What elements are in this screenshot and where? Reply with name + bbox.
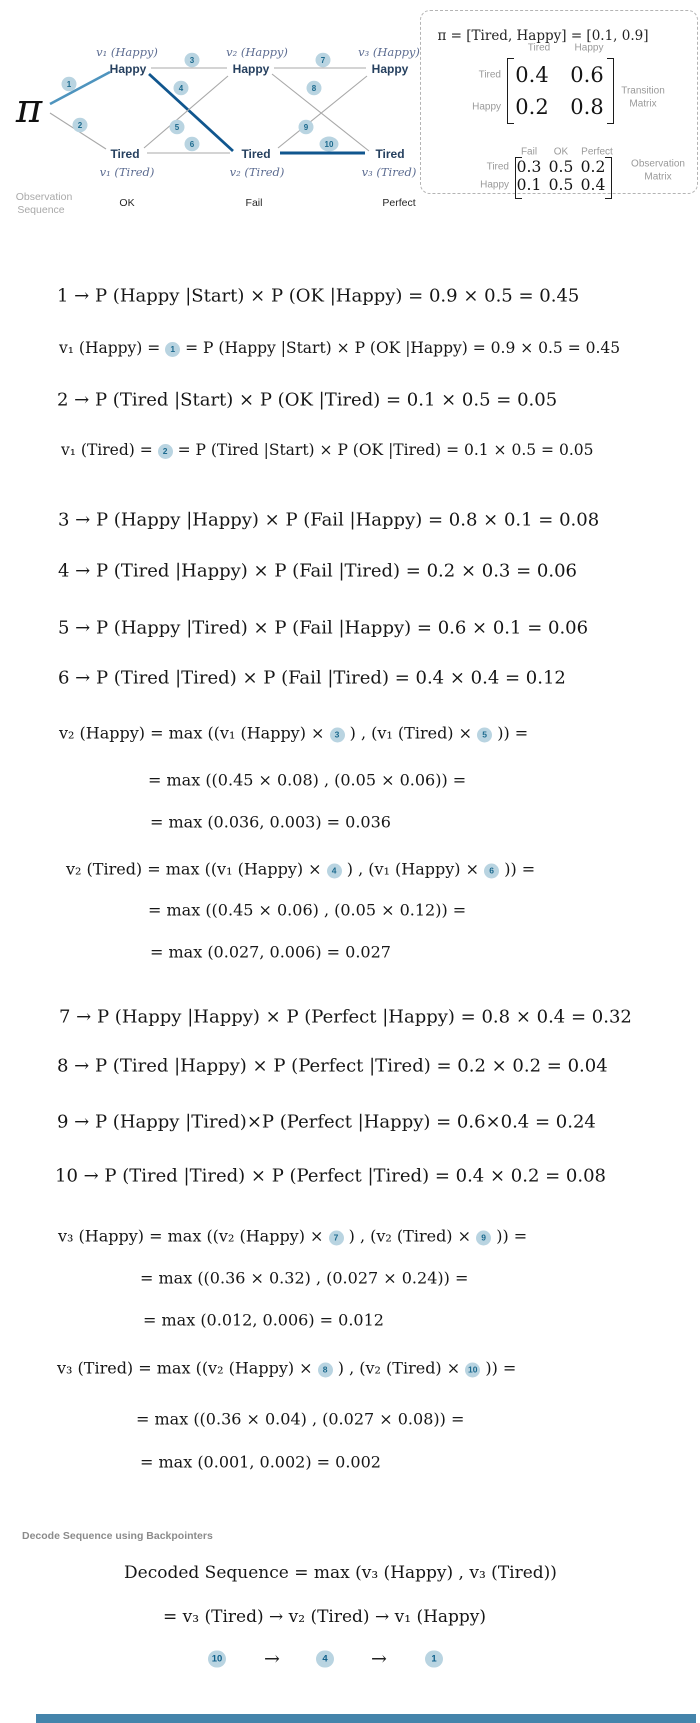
svg-text:2: 2 xyxy=(77,121,83,130)
equation-text: ) , (v₂ (Tired) × xyxy=(343,1226,477,1246)
equation-text: = max ((0.36 × 0.32) , (0.027 × 0.24)) = xyxy=(140,1268,469,1288)
equation-text: = max (0.036, 0.003) = 0.036 xyxy=(150,812,391,832)
transition-col-happy: Happy xyxy=(574,42,604,54)
edge-badge-7 xyxy=(316,53,331,67)
eq-v2-happy xyxy=(59,724,528,743)
equation-text: = max (0.001, 0.002) = 0.002 xyxy=(140,1452,381,1472)
eq-step-3 xyxy=(58,510,599,531)
eq-decoded-path xyxy=(163,1607,486,1627)
observation-matrix-caption-1: Observation xyxy=(631,158,685,170)
edge-badge-4 xyxy=(174,81,189,95)
caption-v3-happy: v₃ (Happy) xyxy=(358,45,420,59)
node-happy-2: Happy xyxy=(232,62,270,76)
trellis-diagram xyxy=(0,0,430,220)
equation-text: ) , (v₂ (Tired) × xyxy=(332,1358,466,1378)
step-badge: 8 xyxy=(318,1363,333,1378)
transition-matrix-caption-1: Transition xyxy=(621,85,665,97)
step-badge: 2 xyxy=(158,444,173,459)
equation-text: = P (Tired |Start) × P (OK |Tired) = 0.1 × 0.5 = 0.05 xyxy=(172,441,594,459)
observation-value: 0.5 xyxy=(548,158,574,176)
node-tired-1: Tired xyxy=(110,147,140,161)
equation-text: 8 → P (Tired |Happy) × P (Perfect |Tired) = 0.2 × 0.2 = 0.04 xyxy=(57,1055,608,1077)
eq-decoded-sequence xyxy=(124,1563,557,1583)
observation-ok: OK xyxy=(119,197,135,209)
node-tired-2: Tired xyxy=(241,147,271,161)
eq-v2-happy-3 xyxy=(150,813,391,832)
step-badge: 4 xyxy=(327,864,342,879)
transition-matrix-caption-2: Matrix xyxy=(629,98,657,110)
equation-text: 5 → P (Happy |Tired) × P (Fail |Happy) = 0.6 × 0.1 = 0.06 xyxy=(58,617,589,639)
edge-badge-6 xyxy=(185,137,200,151)
observation-row-tired: Tired xyxy=(486,161,509,173)
caption-v3-tired: v₃ (Tired) xyxy=(361,165,417,179)
transition-bracket-right xyxy=(607,58,614,124)
equation-text: v₂ (Tired) = max ((v₁ (Happy) × xyxy=(66,859,327,879)
eq-v2-tired xyxy=(66,860,535,879)
observation-matrix-caption-2: Matrix xyxy=(644,171,672,183)
equation-text: )) = xyxy=(491,1226,528,1246)
observation-col-fail: Fail xyxy=(520,146,538,158)
eq-step-1 xyxy=(57,286,579,307)
transition-row-happy: Happy xyxy=(472,101,501,113)
equation-text: 9 → P (Happy |Tired)×P (Perfect |Happy) = 0.6×0.4 = 0.24 xyxy=(57,1111,596,1133)
equation-text: )) = xyxy=(492,723,529,743)
observation-sequence-label-1: Observation xyxy=(15,191,73,203)
svg-text:1: 1 xyxy=(66,80,72,89)
edge-1 xyxy=(50,72,110,104)
equation-text: )) = xyxy=(480,1358,517,1378)
observation-row-happy: Happy xyxy=(480,179,509,191)
eq-v3-tired xyxy=(57,1359,516,1378)
edge-badge-1 xyxy=(62,77,77,91)
eq-v3-happy-2 xyxy=(140,1269,468,1288)
edge-badge-9 xyxy=(299,120,314,134)
node-tired-3: Tired xyxy=(375,147,405,161)
observation-value: 0.1 xyxy=(516,176,542,194)
svg-text:6: 6 xyxy=(189,140,195,149)
equation-text: 7 → P (Happy |Happy) × P (Perfect |Happy) = 0.8 × 0.4 = 0.32 xyxy=(59,1006,632,1028)
equation-text: v₃ (Happy) = max ((v₂ (Happy) × xyxy=(58,1226,329,1246)
step-badge: 9 xyxy=(476,1231,491,1246)
eq-step-8 xyxy=(57,1056,608,1077)
eq-v3-happy xyxy=(58,1227,527,1246)
matrix-panel xyxy=(420,10,698,194)
observation-value: 0.5 xyxy=(548,176,574,194)
decode-arrow-icon: → xyxy=(371,1648,387,1670)
observation-perfect: Perfect xyxy=(382,197,416,209)
svg-text:9: 9 xyxy=(303,123,309,132)
equation-text: = max ((0.36 × 0.04) , (0.027 × 0.08)) = xyxy=(136,1409,465,1429)
equation-text: v₃ (Tired) = max ((v₂ (Happy) × xyxy=(57,1358,318,1378)
equation-text: ) , (v₁ (Happy) × xyxy=(341,859,485,879)
equation-text: = P (Happy |Start) × P (OK |Happy) = 0.9 × 0.5 = 0.45 xyxy=(180,339,621,357)
pi-symbol: π xyxy=(15,86,43,132)
edge-badge-8 xyxy=(307,81,322,95)
transition-col-tired: Tired xyxy=(527,42,551,54)
svg-text:4: 4 xyxy=(178,84,184,93)
decode-arrow-icon: → xyxy=(264,1648,280,1670)
step-badge: 7 xyxy=(329,1231,344,1246)
edge-badge-3 xyxy=(185,53,200,67)
eq-v3-happy-3 xyxy=(143,1311,384,1330)
node-happy-1: Happy xyxy=(109,62,147,76)
svg-text:3: 3 xyxy=(189,56,195,65)
eq-v1-happy xyxy=(59,339,620,357)
equation-text: Decoded Sequence = max (v₃ (Happy) , v₃ (Tired)) xyxy=(124,1563,557,1583)
svg-text:10: 10 xyxy=(324,140,334,149)
eq-v3-tired-3 xyxy=(140,1453,381,1472)
equation-text: ) , (v₁ (Tired) × xyxy=(344,723,478,743)
observation-fail: Fail xyxy=(245,197,263,209)
equation-text: 3 → P (Happy |Happy) × P (Fail |Happy) = 0.8 × 0.1 = 0.08 xyxy=(58,509,600,531)
transition-value: 0.4 xyxy=(515,63,549,87)
decode-section-header: Decode Sequence using Backpointers xyxy=(22,1530,213,1542)
transition-value: 0.6 xyxy=(570,63,604,87)
step-badge: 10 xyxy=(465,1363,480,1378)
equation-text: = max (0.012, 0.006) = 0.012 xyxy=(143,1310,384,1330)
node-happy-3: Happy xyxy=(371,62,409,76)
observation-col-perfect: Perfect xyxy=(581,146,613,158)
initial-probabilities: π = [Tired, Happy] = [0.1, 0.9] xyxy=(437,28,649,44)
eq-step-9 xyxy=(57,1112,596,1133)
observation-value: 0.2 xyxy=(580,158,606,176)
step-badge: 3 xyxy=(330,728,345,743)
equation-text: = v₃ (Tired) → v₂ (Tired) → v₁ (Happy) xyxy=(163,1607,487,1627)
step-badge: 6 xyxy=(484,864,499,879)
observation-value: 0.4 xyxy=(580,176,606,194)
transition-row-tired: Tired xyxy=(478,69,501,81)
equation-text: 10 → P (Tired |Tired) × P (Perfect |Tired) = 0.4 × 0.2 = 0.08 xyxy=(55,1165,607,1187)
step-badge: 5 xyxy=(477,728,492,743)
observation-col-ok: OK xyxy=(553,146,569,158)
svg-text:8: 8 xyxy=(311,84,317,93)
equation-text: = max ((0.45 × 0.08) , (0.05 × 0.06)) = xyxy=(148,770,467,790)
eq-v3-tired-2 xyxy=(136,1410,464,1429)
eq-step-6 xyxy=(58,668,566,689)
svg-text:7: 7 xyxy=(320,56,326,65)
caption-v1-tired: v₁ (Tired) xyxy=(99,165,155,179)
equation-text: v₂ (Happy) = max ((v₁ (Happy) × xyxy=(59,723,330,743)
eq-v2-tired-3 xyxy=(150,943,391,962)
equation-text: = max ((0.45 × 0.06) , (0.05 × 0.12)) = xyxy=(148,900,467,920)
eq-step-10 xyxy=(55,1166,606,1187)
bottom-bar xyxy=(36,1714,696,1723)
equation-text: v₁ (Happy) = xyxy=(59,339,166,357)
step-badge: 1 xyxy=(165,342,180,357)
eq-step-5 xyxy=(58,618,588,639)
transition-value: 0.8 xyxy=(570,95,604,119)
decode-badge: 1 xyxy=(425,1651,443,1668)
caption-v2-happy: v₂ (Happy) xyxy=(226,45,288,59)
edge-badge-2 xyxy=(73,118,88,132)
equation-text: = max (0.027, 0.006) = 0.027 xyxy=(150,942,391,962)
observation-value: 0.3 xyxy=(516,158,542,176)
equation-text: )) = xyxy=(499,859,536,879)
decode-badge: 10 xyxy=(208,1651,226,1668)
observation-bracket-right xyxy=(605,157,612,199)
equation-text: 6 → P (Tired |Tired) × P (Fail |Tired) = 0.4 × 0.4 = 0.12 xyxy=(58,667,566,689)
equation-text: 2 → P (Tired |Start) × P (OK |Tired) = 0.1 × 0.5 = 0.05 xyxy=(57,389,558,411)
transition-value: 0.2 xyxy=(515,95,549,119)
eq-step-7 xyxy=(59,1007,632,1028)
caption-v1-happy: v₁ (Happy) xyxy=(96,45,158,59)
caption-v2-tired: v₂ (Tired) xyxy=(229,165,285,179)
edge-9 xyxy=(278,76,367,148)
eq-v2-tired-2 xyxy=(148,901,466,920)
equation-text: v₁ (Tired) = xyxy=(61,441,158,459)
observation-sequence-label-2: Sequence xyxy=(17,204,65,216)
eq-v1-tired xyxy=(61,441,593,459)
edge-badge-10 xyxy=(320,137,339,152)
edge-badge-5 xyxy=(170,120,185,134)
svg-text:5: 5 xyxy=(174,123,180,132)
eq-step-2 xyxy=(57,390,557,411)
eq-v2-happy-2 xyxy=(148,771,466,790)
eq-step-4 xyxy=(58,561,577,582)
transition-bracket-left xyxy=(507,58,514,124)
equation-text: 4 → P (Tired |Happy) × P (Fail |Tired) = 0.2 × 0.3 = 0.06 xyxy=(58,560,577,582)
equation-text: 1 → P (Happy |Start) × P (OK |Happy) = 0.9 × 0.5 = 0.45 xyxy=(57,285,580,307)
decode-badge: 4 xyxy=(316,1651,334,1668)
